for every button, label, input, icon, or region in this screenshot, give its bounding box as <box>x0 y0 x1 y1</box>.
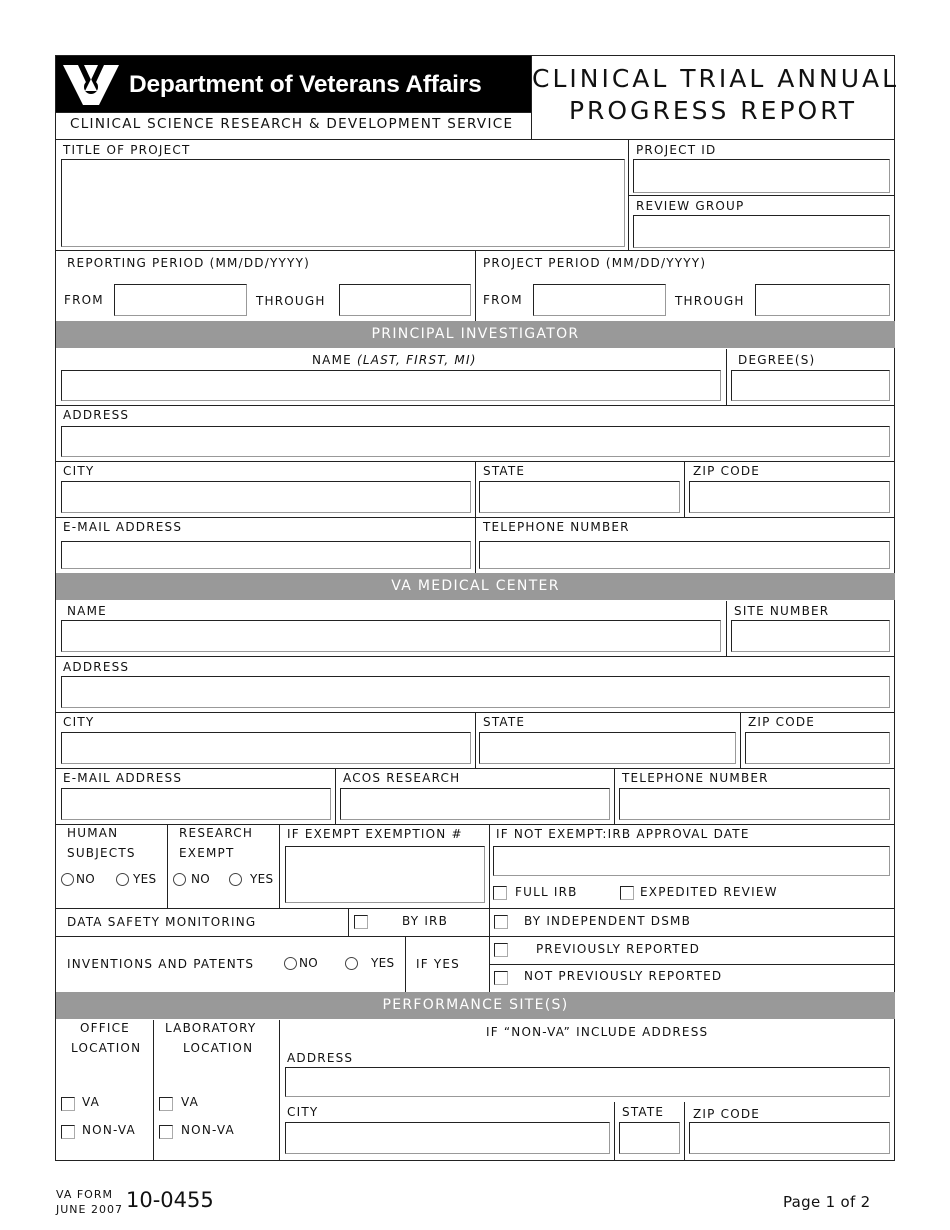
pi-email-label: E-MAIL ADDRESS <box>63 520 183 534</box>
vamc-section-header: VA MEDICAL CENTER <box>56 573 895 600</box>
review-group-input[interactable] <box>633 215 890 248</box>
lab-location-label-line1: LABORATORY <box>165 1021 257 1035</box>
vamc-site-input[interactable] <box>731 620 890 652</box>
project-through-input[interactable] <box>755 284 890 316</box>
project-from-label: FROM <box>483 293 523 307</box>
human-subjects-no-radio[interactable] <box>61 873 74 886</box>
form-number: 10-0455 <box>126 1188 214 1212</box>
pi-zip-label: ZIP CODE <box>693 464 761 478</box>
inventions-no-label: NO <box>299 956 319 970</box>
pi-address-label: ADDRESS <box>63 408 130 422</box>
inventions-no-radio[interactable] <box>284 957 297 970</box>
pi-degree-label: DEGREE(S) <box>738 353 816 367</box>
site-zip-label: ZIP CODE <box>693 1107 761 1121</box>
vamc-address-input[interactable] <box>61 676 890 708</box>
reporting-from-label: FROM <box>64 293 104 307</box>
site-address-label: ADDRESS <box>287 1051 354 1065</box>
site-state-label: STATE <box>622 1105 665 1119</box>
site-state-input[interactable] <box>619 1122 680 1154</box>
site-city-label: CITY <box>287 1105 319 1119</box>
research-exempt-no-label: NO <box>191 872 211 886</box>
by-dsmb-label: BY INDEPENDENT DSMB <box>524 914 692 928</box>
office-location-label-line2: LOCATION <box>71 1041 142 1055</box>
agency-banner <box>56 56 531 112</box>
pi-phone-label: TELEPHONE NUMBER <box>483 520 630 534</box>
vamc-zip-label: ZIP CODE <box>748 715 816 729</box>
office-location-label-line1: OFFICE <box>80 1021 130 1035</box>
expedited-review-checkbox[interactable] <box>620 886 634 900</box>
full-irb-label: FULL IRB <box>515 885 578 899</box>
pi-city-label: CITY <box>63 464 95 478</box>
inventions-patents-label: INVENTIONS AND PATENTS <box>67 957 255 971</box>
va-form-label: VA FORM <box>56 1188 113 1201</box>
non-va-address-note: IF “NON-VA” INCLUDE ADDRESS <box>486 1025 709 1039</box>
site-address-input[interactable] <box>285 1067 890 1097</box>
pi-state-input[interactable] <box>479 481 680 513</box>
vamc-acos-input[interactable] <box>340 788 610 820</box>
office-va-label: VA <box>82 1095 101 1109</box>
inventions-yes-label: YES <box>371 956 395 970</box>
project-period-label: PROJECT PERIOD (MM/DD/YYYY) <box>483 256 707 270</box>
form-title-line2: PROGRESS REPORT <box>568 96 858 125</box>
vamc-site-label: SITE NUMBER <box>734 604 830 618</box>
irb-approval-date-label: IF NOT EXEMPT:IRB APPROVAL DATE <box>496 827 750 841</box>
not-previously-reported-label: NOT PREVIOUSLY REPORTED <box>524 969 723 983</box>
if-yes-label: IF YES <box>416 957 460 971</box>
site-city-input[interactable] <box>285 1122 610 1154</box>
lab-va-checkbox[interactable] <box>159 1097 173 1111</box>
full-irb-checkbox[interactable] <box>493 886 507 900</box>
reporting-through-input[interactable] <box>339 284 471 316</box>
research-exempt-label-line2: EXEMPT <box>179 846 235 860</box>
reporting-from-input[interactable] <box>114 284 247 316</box>
pi-city-input[interactable] <box>61 481 471 513</box>
title-of-project-label: TITLE OF PROJECT <box>63 143 191 157</box>
research-exempt-yes-radio[interactable] <box>229 873 242 886</box>
lab-non-va-label: NON-VA <box>181 1123 235 1137</box>
agency-name: Department of Veterans Affairs <box>129 71 482 98</box>
vamc-address-label: ADDRESS <box>63 660 130 674</box>
lab-va-label: VA <box>181 1095 200 1109</box>
office-non-va-label: NON-VA <box>82 1123 136 1137</box>
vamc-city-label: CITY <box>63 715 95 729</box>
office-va-checkbox[interactable] <box>61 1097 75 1111</box>
pi-name-hint: (LAST, FIRST, MI) <box>356 353 477 367</box>
pi-name-label-text: NAME <box>312 353 352 367</box>
vamc-name-input[interactable] <box>61 620 721 652</box>
pi-name-input[interactable] <box>61 370 721 401</box>
project-from-input[interactable] <box>533 284 666 316</box>
vamc-zip-input[interactable] <box>745 732 890 764</box>
vamc-email-input[interactable] <box>61 788 331 820</box>
irb-approval-date-input[interactable] <box>493 846 890 876</box>
project-through-label: THROUGH <box>675 294 745 308</box>
previously-reported-checkbox[interactable] <box>494 943 508 957</box>
by-irb-label: BY IRB <box>402 914 449 928</box>
by-dsmb-checkbox[interactable] <box>494 915 508 929</box>
site-zip-input[interactable] <box>689 1122 890 1154</box>
pi-state-label: STATE <box>483 464 526 478</box>
form-title-line1: CLINICAL TRIAL ANNUAL <box>532 64 900 93</box>
vamc-state-input[interactable] <box>479 732 736 764</box>
reporting-period-label: REPORTING PERIOD (MM/DD/YYYY) <box>67 256 310 270</box>
vamc-email-label: E-MAIL ADDRESS <box>63 771 183 785</box>
expedited-review-label: EXPEDITED REVIEW <box>640 885 778 899</box>
research-exempt-yes-label: YES <box>250 872 274 886</box>
human-subjects-label-line1: HUMAN <box>67 826 119 840</box>
vamc-phone-input[interactable] <box>619 788 890 820</box>
lab-location-label-line2: LOCATION <box>183 1041 254 1055</box>
project-id-label: PROJECT ID <box>636 143 717 157</box>
reporting-through-label: THROUGH <box>256 294 326 308</box>
va-logo-icon <box>61 61 121 109</box>
data-safety-monitoring-label: DATA SAFETY MONITORING <box>67 915 257 929</box>
vamc-acos-label: ACOS RESEARCH <box>343 771 461 785</box>
by-irb-checkbox[interactable] <box>354 915 368 929</box>
lab-non-va-checkbox[interactable] <box>159 1125 173 1139</box>
pi-name-label <box>312 353 477 367</box>
page-number: Page 1 of 2 <box>783 1193 871 1211</box>
pi-zip-input[interactable] <box>689 481 890 513</box>
exemption-number-input[interactable] <box>285 846 485 903</box>
not-previously-reported-checkbox[interactable] <box>494 971 508 985</box>
pi-degree-input[interactable] <box>731 370 890 401</box>
vamc-state-label: STATE <box>483 715 526 729</box>
vamc-city-input[interactable] <box>61 732 471 764</box>
inventions-yes-radio[interactable] <box>345 957 358 970</box>
human-subjects-label-line2: SUBJECTS <box>67 846 136 860</box>
previously-reported-label: PREVIOUSLY REPORTED <box>536 942 701 956</box>
human-subjects-yes-label: YES <box>133 872 157 886</box>
vamc-phone-label: TELEPHONE NUMBER <box>622 771 769 785</box>
research-exempt-label-line1: RESEARCH <box>179 826 254 840</box>
office-non-va-checkbox[interactable] <box>61 1125 75 1139</box>
pi-phone-input[interactable] <box>479 541 890 569</box>
pi-email-input[interactable] <box>61 541 471 569</box>
title-of-project-input[interactable] <box>61 159 625 247</box>
human-subjects-yes-radio[interactable] <box>116 873 129 886</box>
form-date: JUNE 2007 <box>56 1203 123 1216</box>
vamc-name-label: NAME <box>67 604 107 618</box>
human-subjects-no-label: NO <box>76 872 96 886</box>
exemption-number-label: IF EXEMPT EXEMPTION # <box>287 827 463 841</box>
pi-address-input[interactable] <box>61 426 890 457</box>
pi-section-header: PRINCIPAL INVESTIGATOR <box>56 321 895 348</box>
service-name: CLINICAL SCIENCE RESEARCH & DEVELOPMENT SERVICE <box>70 116 514 132</box>
performance-sites-header: PERFORMANCE SITE(S) <box>56 992 895 1019</box>
review-group-label: REVIEW GROUP <box>636 199 745 213</box>
project-id-input[interactable] <box>633 159 890 193</box>
research-exempt-no-radio[interactable] <box>173 873 186 886</box>
